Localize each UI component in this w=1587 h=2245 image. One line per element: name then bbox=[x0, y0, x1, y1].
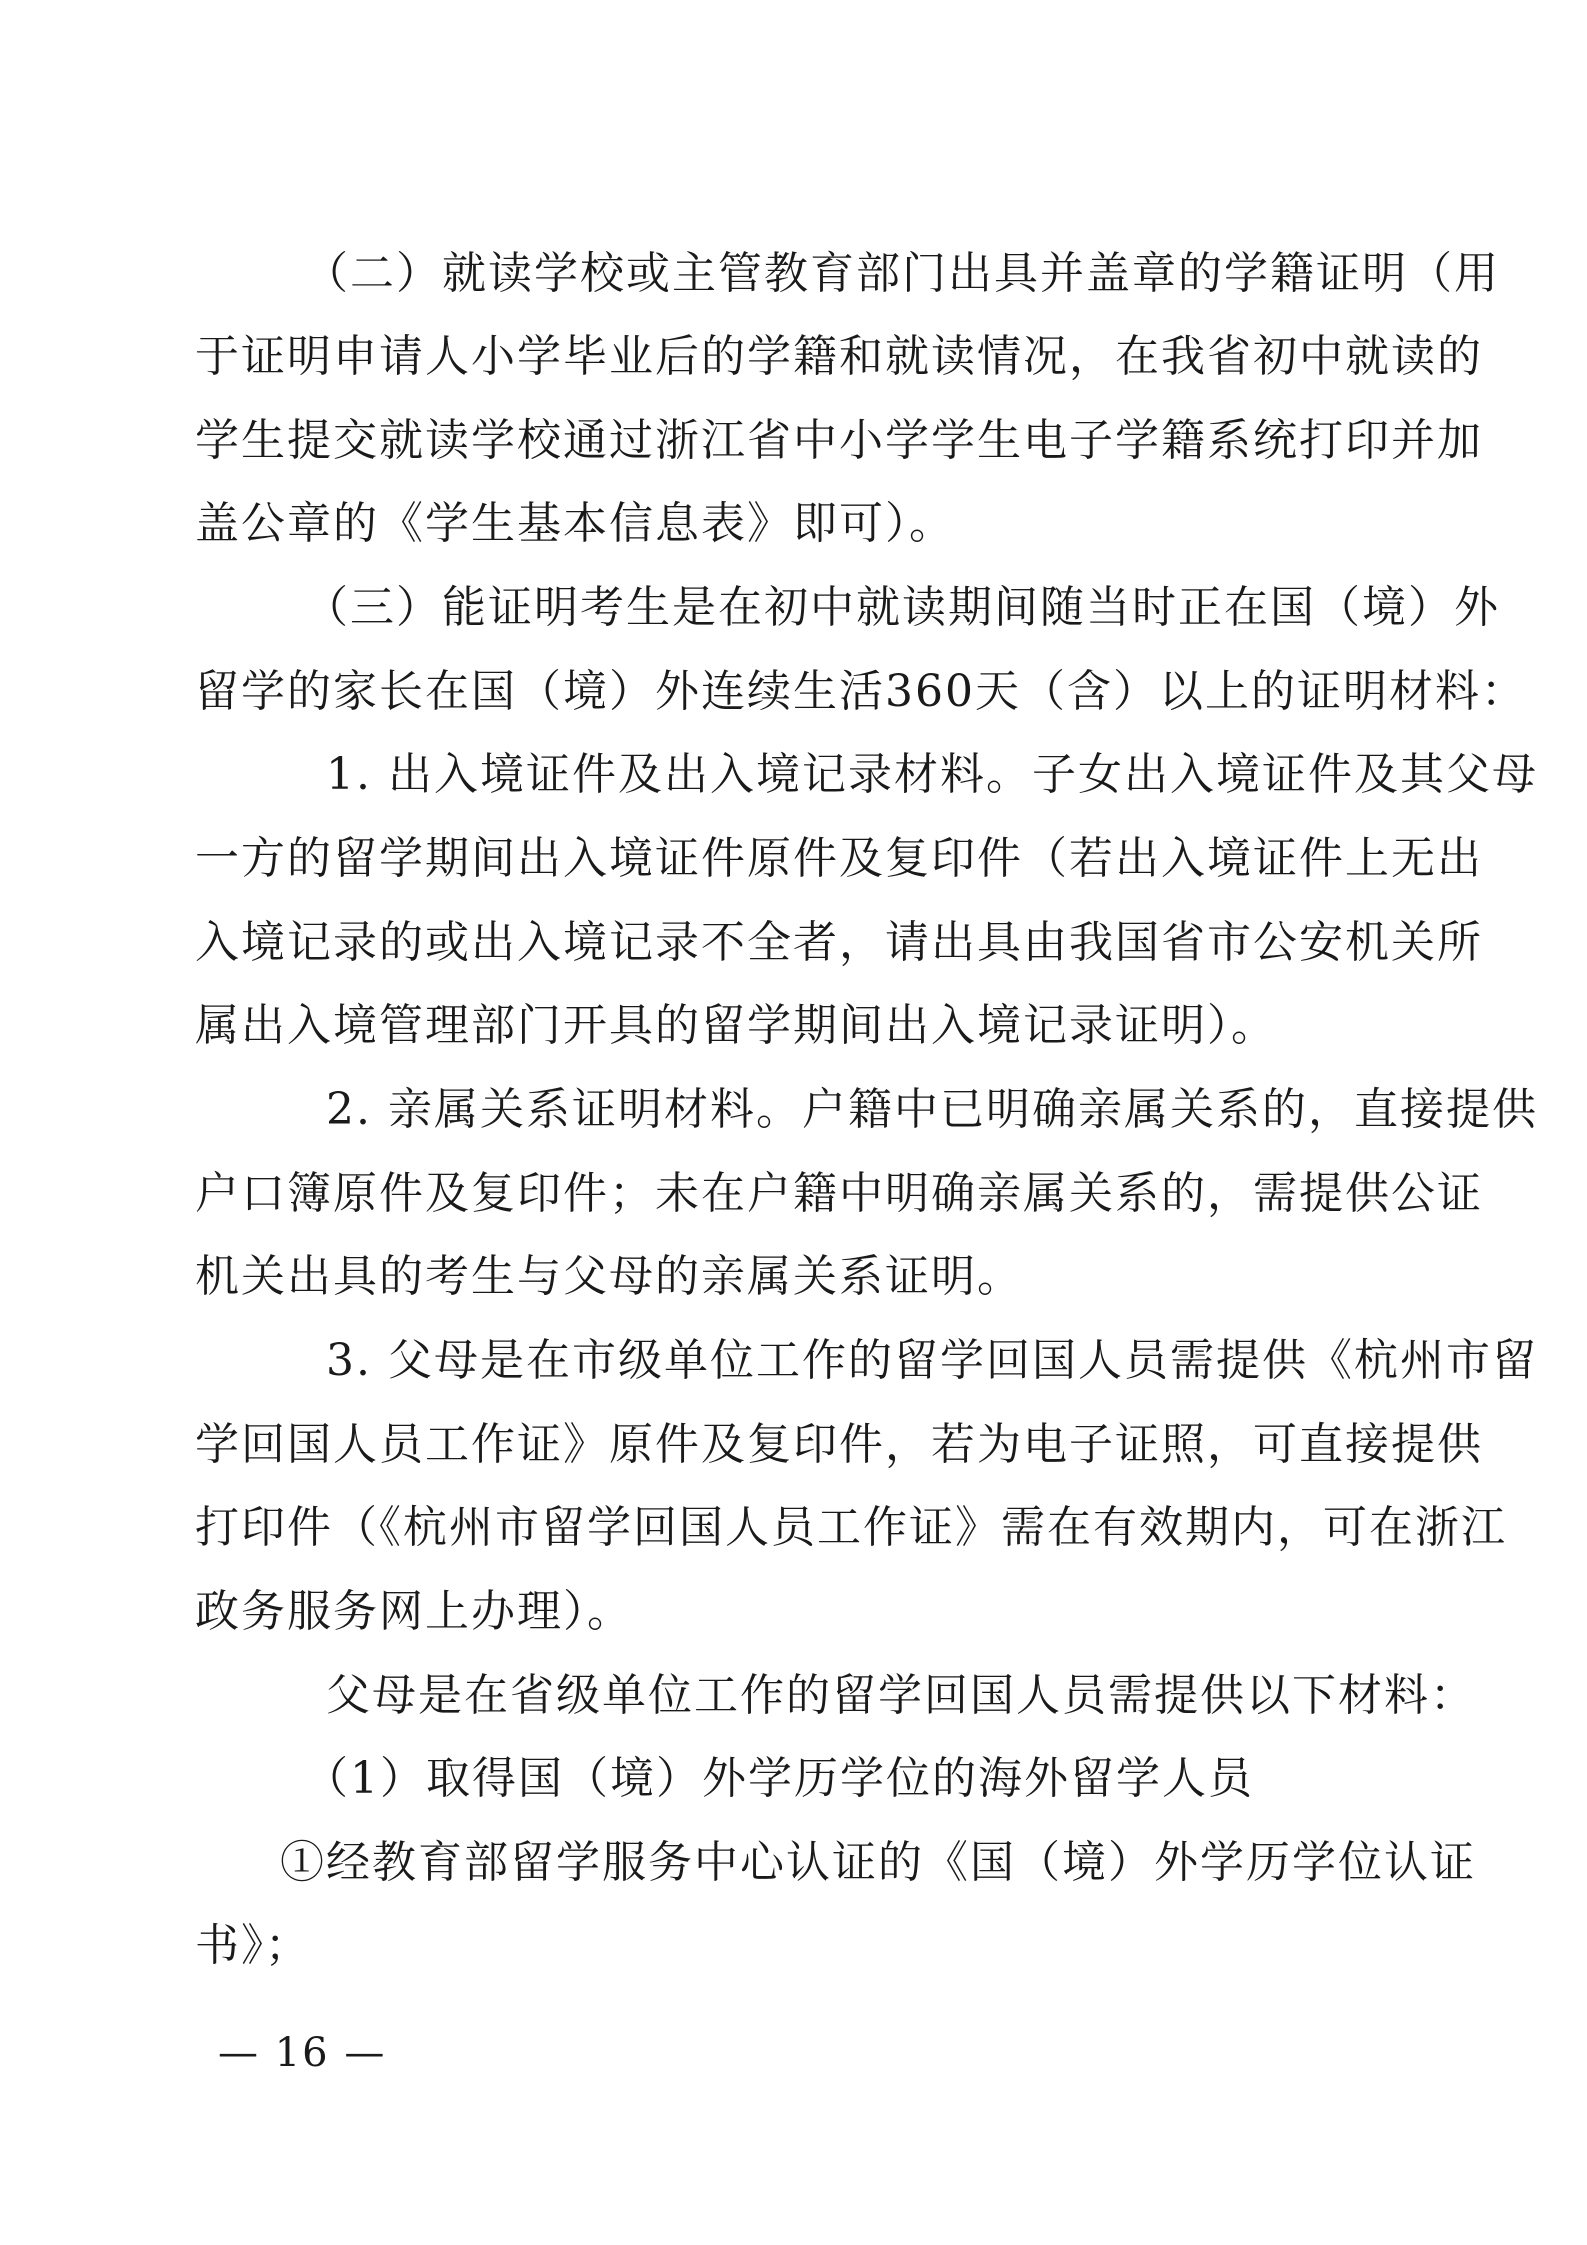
body-line: （1）取得国（境）外学历学位的海外留学人员 bbox=[280, 1753, 1254, 1804]
body-line: ①经教育部留学服务中心认证的《国（境）外学历学位认证 bbox=[280, 1837, 1476, 1888]
body-line: 3. 父母是在市级单位工作的留学回国人员需提供《杭州市留 bbox=[280, 1335, 1538, 1386]
body-line: 学回国人员工作证》原件及复印件，若为电子证照，可直接提供 bbox=[195, 1419, 1483, 1470]
body-line: 书》； bbox=[195, 1920, 311, 1971]
body-line: 一方的留学期间出入境证件原件及复印件（若出入境证件上无出 bbox=[195, 833, 1483, 884]
body-line: （二）就读学校或主管教育部门出具并盖章的学籍证明（用 bbox=[280, 248, 1500, 299]
body-line: 1. 出入境证件及出入境记录材料。子女出入境证件及其父母 bbox=[280, 749, 1538, 800]
body-line: （三）能证明考生是在初中就读期间随当时正在国（境）外 bbox=[280, 582, 1500, 633]
body-line: 留学的家长在国（境）外连续生活360天（含）以上的证明材料： bbox=[195, 666, 1527, 717]
body-line: 父母是在省级单位工作的留学回国人员需提供以下材料： bbox=[280, 1670, 1476, 1721]
page-number: — 16 — bbox=[218, 2030, 387, 2076]
body-line: 政务服务网上办理）。 bbox=[195, 1586, 633, 1637]
body-line: 打印件（《杭州市留学回国人员工作证》需在有效期内，可在浙江 bbox=[195, 1502, 1507, 1553]
body-line: 机关出具的考生与父母的亲属关系证明。 bbox=[195, 1251, 1023, 1302]
body-line: 2. 亲属关系证明材料。户籍中已明确亲属关系的，直接提供 bbox=[280, 1084, 1538, 1135]
body-line: 于证明申请人小学毕业后的学籍和就读情况，在我省初中就读的 bbox=[195, 331, 1483, 382]
body-line: 学生提交就读学校通过浙江省中小学学生电子学籍系统打印并加 bbox=[195, 415, 1483, 466]
body-line: 盖公章的《学生基本信息表》即可）。 bbox=[195, 498, 955, 549]
body-line: 户口簿原件及复印件；未在户籍中明确亲属关系的，需提供公证 bbox=[195, 1168, 1483, 1219]
body-line: 属出入境管理部门开具的留学期间出入境记录证明）。 bbox=[195, 1000, 1277, 1051]
body-line: 入境记录的或出入境记录不全者，请出具由我国省市公安机关所 bbox=[195, 917, 1483, 968]
